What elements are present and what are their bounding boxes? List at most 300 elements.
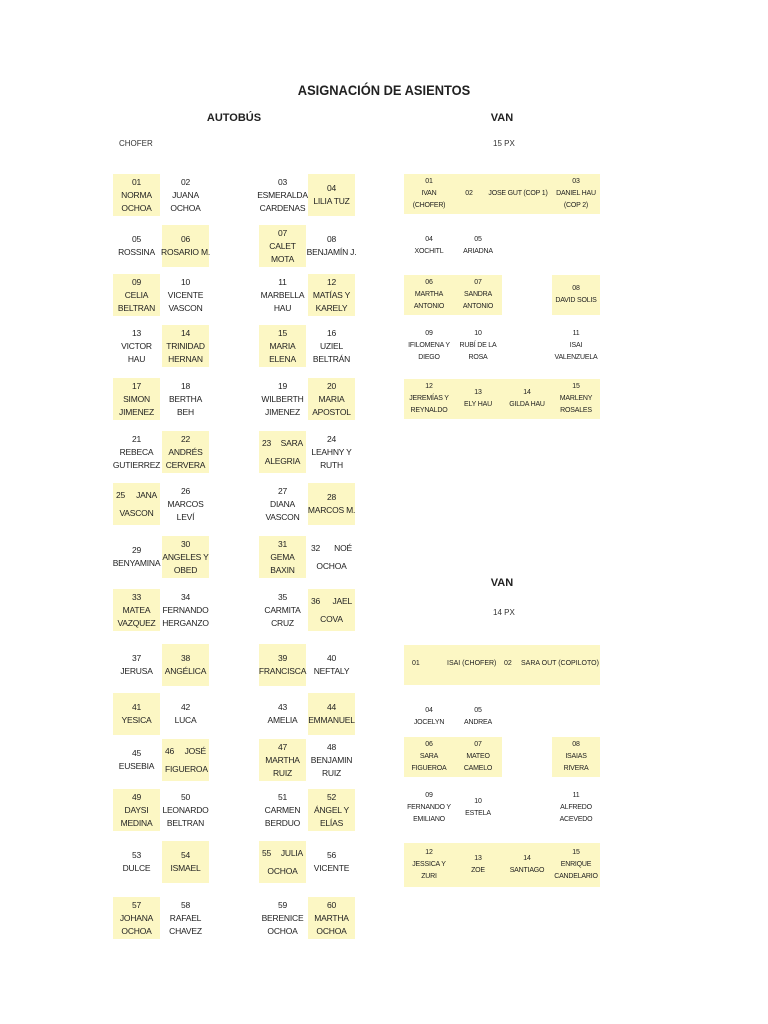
bus-seat-passenger: BEH [177, 406, 194, 417]
van-seat-passenger: SARA [419, 753, 439, 760]
bus-seat-passenger: UZIEL [319, 340, 344, 351]
bus-seat-passenger: RUIZ [272, 767, 293, 778]
van-seat-passenger: ROSA [468, 354, 488, 361]
bus-seat-line: JAEL [332, 596, 352, 606]
bus-seat-passenger: OBED [173, 564, 198, 575]
van-seat-passenger: SANDRA [464, 291, 492, 298]
bus-seat-22 [162, 431, 209, 473]
bus-seat-passenger: MATÍAS Y [312, 289, 351, 300]
bus-seat-passenger: MATEA [122, 604, 151, 615]
bus-seat-25 [113, 483, 160, 525]
bus-seat-32 [308, 536, 355, 578]
van-seat-passenger: FERNANDO Y [407, 804, 451, 811]
bus-seat-line: SARA [280, 438, 303, 448]
van1-seat-15 [552, 379, 600, 419]
van-seat-number: 14 [523, 855, 531, 862]
van-seat-passenger: ROSALES [560, 407, 592, 414]
bus-seat-55 [259, 841, 306, 883]
van-seat-passenger: MATEO [466, 753, 490, 760]
van2-seat-12 [404, 843, 454, 887]
bus-seat-line: JULIA [280, 848, 303, 858]
bus-seat-45 [113, 739, 160, 781]
van-seat-number: 15 [572, 383, 580, 390]
bus-seat-44 [308, 693, 355, 735]
bus-seat-passenger: JIMENEZ [265, 406, 300, 417]
bus-seat-13 [113, 325, 160, 367]
van-seat-passenger: ZURI [421, 873, 437, 880]
bus-seat-passenger: DULCE [122, 863, 151, 873]
bus-seat-43 [259, 693, 306, 735]
van-seat-number: 12 [425, 849, 433, 856]
bus-seat-number: 27 [277, 485, 288, 496]
bus-seat-passenger: TRINIDAD [166, 340, 205, 351]
bus-seat-39 [259, 644, 306, 686]
bus-seat-passenger: OCHOA [316, 925, 347, 936]
van-seat-number: 10 [474, 330, 482, 337]
van-seat-number: 08 [572, 741, 580, 748]
bus-seat-passenger: OCHOA [121, 925, 152, 936]
bus-seat-passenger: APOSTOL [312, 406, 351, 417]
van-seat-passenger: CANDELARIO [554, 873, 598, 880]
bus-seat-number: 29 [131, 545, 142, 555]
van-seat-passenger: ZOE [471, 867, 485, 874]
bus-seat-passenger: ANDRÉS [168, 446, 203, 457]
bus-seat-line: JANA [136, 490, 157, 500]
van-seat-number: 05 [474, 236, 482, 243]
bus-seat-line: NOÉ [334, 543, 352, 553]
van-seat-number: 05 [474, 707, 482, 714]
bus-seat-40 [308, 644, 355, 686]
bus-seat-number: 49 [131, 791, 142, 802]
bus-seat-number: 43 [277, 702, 288, 712]
van2-header: VAN [490, 577, 514, 589]
bus-seat-passenger: CRUZ [271, 617, 294, 628]
van-seat-number: 13 [474, 389, 482, 396]
van-seat-number: 01 [425, 178, 433, 185]
bus-seat-48 [308, 739, 355, 781]
van1-seat-07 [454, 275, 502, 315]
bus-seat-number: 42 [180, 702, 191, 712]
van2-seat-04 [404, 697, 454, 737]
bus-seat-number: 59 [277, 899, 288, 910]
van1-seat-08 [552, 275, 600, 315]
van-seat-number: 06 [425, 279, 433, 286]
van-seat-number: 09 [425, 792, 433, 799]
van2-seat-13 [454, 843, 502, 887]
van1-seat-06 [404, 275, 454, 315]
van1-seat-11 [552, 326, 600, 366]
bus-seat-passenger: LEAHNY Y [311, 446, 352, 457]
bus-seat-number: 03 [277, 176, 288, 187]
bus-seat-34 [162, 589, 209, 631]
bus-seat-24 [308, 431, 355, 473]
van-seat-passenger: (CHOFER) [412, 202, 446, 209]
bus-seat-passenger: HAU [127, 353, 146, 364]
van1-seat-12 [404, 379, 454, 419]
bus-seat-number: 56 [326, 850, 337, 860]
bus-seat-number: 16 [326, 327, 337, 338]
bus-seat-line: JOSÉ [184, 746, 206, 756]
bus-seat-number: 28 [326, 492, 337, 502]
van1-header: VAN [490, 112, 514, 124]
van-seat-number: 07 [474, 279, 482, 286]
bus-seat-05 [113, 225, 160, 267]
bus-seat-passenger: ÁNGEL Y [314, 804, 349, 815]
bus-seat-number: 08 [326, 234, 337, 244]
van2-seat-09 [404, 788, 454, 828]
bus-seat-passenger: MARIA [269, 340, 296, 351]
bus-seat-27 [259, 483, 306, 525]
bus-seat-15 [259, 325, 306, 367]
van-seat-number: 04 [425, 236, 433, 243]
bus-seat-passenger: VAZQUEZ [117, 617, 156, 628]
bus-seat-number: 11 [278, 276, 287, 287]
bus-seat-passenger: YESICA [121, 715, 152, 725]
bus-seat-passenger: BENJAMIN [310, 754, 353, 765]
bus-seat-passenger: CARMITA [264, 604, 301, 615]
van-seat-number: 15 [572, 849, 580, 856]
bus-seat-number: 01 [131, 176, 142, 187]
van-seat-passenger: (COP 2) [563, 202, 589, 209]
van1-seat-02 [454, 174, 484, 214]
van2-seat-02: 02 [504, 660, 512, 667]
bus-seat-number: 40 [326, 653, 337, 663]
bus-seat-17 [113, 378, 160, 420]
bus-seat-36 [308, 589, 355, 631]
bus-seat-19 [259, 378, 306, 420]
bus-seat-passenger: CERVERA [165, 459, 206, 470]
bus-seat-passenger: MARIA [318, 393, 345, 404]
bus-seat-passenger: ROSSINA [118, 247, 155, 257]
bus-header: AUTOBÚS [206, 112, 262, 124]
bus-seat-passenger: MOTA [270, 253, 295, 264]
bus-seat-60 [308, 897, 355, 939]
bus-seat-passenger: RUTH [320, 459, 343, 470]
bus-seat-58 [162, 897, 209, 939]
van-seat-passenger: ALFREDO [560, 804, 592, 811]
bus-seat-passenger: VICTOR [121, 340, 152, 351]
van2-seat-06 [404, 737, 454, 777]
van2-seat-07 [454, 737, 502, 777]
bus-seat-21 [113, 431, 160, 473]
bus-seat-number: 54 [180, 850, 191, 860]
bus-seat-passenger: FRANCISCA [258, 666, 307, 676]
van2-seat-08 [552, 737, 600, 777]
bus-seat-passenger: DIANA [270, 498, 295, 509]
bus-seat-number: 38 [180, 653, 191, 663]
bus-seat-passenger: NEFTALY [313, 666, 350, 676]
bus-seat-number: 21 [131, 433, 142, 444]
van-seat-number: 03 [572, 178, 580, 185]
van-seat-number: 10 [474, 798, 482, 805]
van2-seat-15 [552, 843, 600, 887]
bus-seat-number: 37 [131, 653, 142, 663]
van-seat-number: 12 [425, 383, 433, 390]
bus-seat-01 [113, 174, 160, 216]
bus-seat-46 [162, 739, 209, 781]
van-seat-number: 04 [425, 707, 433, 714]
bus-seat-number: 41 [131, 702, 142, 712]
van-seat-passenger: IVAN [421, 190, 437, 197]
bus-seat-passenger: FERNANDO [162, 604, 209, 615]
bus-seat-number: 14 [180, 327, 191, 338]
bus-seat-number: 51 [277, 791, 288, 802]
van1-seat-03 [552, 174, 600, 214]
bus-seat-passenger: MARCOS [167, 498, 204, 509]
van-seat-passenger: VALENZUELA [554, 354, 598, 361]
van-seat-passenger: JOCELYN [413, 719, 445, 726]
van-seat-passenger: CAMELO [463, 765, 493, 772]
bus-seat-54 [162, 841, 209, 883]
van-seat-number: 08 [572, 285, 580, 292]
bus-seat-passenger: OCHOA [121, 202, 152, 213]
van-seat-number: 07 [474, 741, 482, 748]
bus-seat-03 [259, 174, 306, 216]
bus-seat-passenger: LEONARDO [162, 804, 209, 815]
bus-seat-passenger: BERENICE [261, 912, 304, 923]
van-seat-number: 11 [572, 330, 580, 337]
bus-seat-passenger: BELTRAN [166, 817, 205, 828]
bus-seat-passenger: GUTIERREZ [112, 459, 161, 470]
van-seat-passenger: ISAIAS [565, 753, 587, 760]
bus-seat-12 [308, 274, 355, 316]
van-seat-passenger: GILDA HAU [509, 401, 545, 408]
bus-seat-number: 50 [180, 791, 191, 802]
bus-seat-number: 07 [277, 227, 288, 238]
bus-seat-passenger: KARELY [315, 302, 348, 313]
van2-driver: ISAI (CHOFER) [447, 660, 497, 667]
van-seat-passenger: EMILIANO [413, 816, 445, 823]
bus-seat-41 [113, 693, 160, 735]
bus-seat-passenger: NORMA [121, 189, 152, 200]
bus-seat-passenger: JIMENEZ [119, 406, 154, 417]
bus-seat-number: 12 [326, 276, 337, 287]
bus-seat-04 [308, 174, 355, 216]
van-seat-passenger: IFILOMENA Y [408, 342, 450, 349]
bus-seat-number: 39 [277, 653, 288, 663]
bus-seat-passenger: LEVÍ [176, 511, 195, 522]
bus-seat-10 [162, 274, 209, 316]
bus-seat-49 [113, 789, 160, 831]
bus-seat-number: 13 [131, 327, 142, 338]
bus-seat-passenger: BENJAMÍN J. [306, 247, 357, 257]
bus-seat-number: 48 [326, 741, 337, 752]
bus-seat-06 [162, 225, 209, 267]
bus-seat-passenger: ELÍAS [319, 817, 344, 828]
van-seat-passenger: ELY HAU [464, 401, 492, 408]
bus-seat-passenger: WILBERTH [261, 393, 304, 404]
bus-seat-line: VASCON [119, 508, 154, 518]
van2-copilot: SARA OUT (COPILOTO) [521, 660, 599, 667]
bus-seat-passenger: CHAVEZ [169, 925, 202, 936]
bus-seat-number: 57 [131, 899, 142, 910]
van1-seat-cop1 [484, 174, 552, 214]
bus-seat-passenger: OCHOA [170, 202, 201, 213]
bus-seat-passenger: MARCOS M. [307, 505, 356, 515]
bus-seat-line: OCHOA [267, 866, 298, 876]
bus-seat-line: 25 [116, 490, 126, 500]
bus-seat-07 [259, 225, 306, 267]
bus-seat-56 [308, 841, 355, 883]
bus-seat-28 [308, 483, 355, 525]
bus-seat-passenger: ELENA [269, 353, 296, 364]
bus-seat-passenger: EUSEBIA [118, 761, 155, 771]
van-seat-number: 13 [474, 855, 482, 862]
bus-seat-passenger: REBECA [119, 446, 154, 457]
van-seat-passenger: DANIEL HAU [556, 190, 596, 197]
bus-seat-number: 20 [326, 380, 337, 391]
bus-seat-number: 45 [131, 748, 142, 758]
bus-seat-29 [113, 536, 160, 578]
bus-seat-52 [308, 789, 355, 831]
bus-seat-line: 55 [262, 848, 272, 858]
van-seat-passenger: FIGUEROA [411, 765, 447, 772]
bus-seat-line: 46 [165, 746, 175, 756]
bus-seat-30 [162, 536, 209, 578]
bus-seat-number: 30 [180, 538, 191, 549]
bus-seat-passenger: SIMON [123, 393, 150, 404]
bus-seat-passenger: HAU [273, 302, 292, 313]
bus-seat-number: 10 [180, 276, 191, 287]
bus-seat-59 [259, 897, 306, 939]
bus-seat-38 [162, 644, 209, 686]
bus-seat-passenger: CELIA [124, 289, 149, 300]
bus-seat-line: 32 [311, 543, 321, 553]
page-title: ASIGNACIÓN DE ASIENTOS [297, 82, 471, 98]
bus-seat-number: 33 [131, 591, 142, 602]
bus-seat-37 [113, 644, 160, 686]
van-seat-passenger: ESTELA [465, 810, 491, 817]
bus-seat-26 [162, 483, 209, 525]
van-seat-passenger: REYNALDO [410, 407, 448, 414]
bus-seat-50 [162, 789, 209, 831]
bus-seat-line: COVA [320, 614, 343, 624]
van-seat-passenger: RIVERA [563, 765, 589, 772]
bus-seat-passenger: VICENTE [313, 863, 350, 873]
bus-seat-53 [113, 841, 160, 883]
bus-seat-number: 05 [131, 234, 142, 244]
van-seat-passenger: MARTHA [414, 291, 444, 298]
bus-seat-passenger: MARBELLA [260, 289, 305, 300]
bus-seat-number: 53 [131, 850, 142, 860]
van-seat-number: 06 [425, 741, 433, 748]
bus-seat-passenger: ESMERALDA [257, 189, 308, 200]
van2-capacity: 14 PX [493, 608, 515, 617]
van2-seat-14 [502, 843, 552, 887]
bus-seat-passenger: ISMAEL [170, 863, 201, 873]
bus-seat-number: 02 [180, 176, 191, 187]
van-seat-number: 14 [523, 389, 531, 396]
bus-seat-23 [259, 431, 306, 473]
bus-seat-number: 47 [277, 741, 288, 752]
bus-seat-18 [162, 378, 209, 420]
bus-seat-08 [308, 225, 355, 267]
bus-seat-09 [113, 274, 160, 316]
bus-seat-passenger: BAXIN [270, 564, 295, 575]
bus-seat-line: 36 [311, 596, 321, 606]
bus-seat-number: 19 [277, 380, 288, 391]
bus-seat-passenger: RUIZ [321, 767, 342, 778]
bus-seat-20 [308, 378, 355, 420]
van-seat-passenger: JESSICA Y [412, 861, 446, 868]
bus-seat-passenger: JOHANA [119, 912, 154, 923]
van-seat-passenger: ACEVEDO [559, 816, 593, 823]
bus-seat-number: 06 [180, 234, 191, 244]
bus-seat-line: FIGUEROA [165, 764, 208, 774]
bus-seat-passenger: BELTRÁN [312, 353, 351, 364]
bus-seat-number: 34 [180, 591, 191, 602]
bus-seat-passenger: VASCON [265, 511, 300, 522]
bus-seat-47 [259, 739, 306, 781]
bus-seat-passenger: EMMANUEL [308, 715, 355, 725]
van1-seat-14 [502, 379, 552, 419]
van-seat-passenger: MARLENY [559, 395, 593, 402]
bus-seat-number: 44 [326, 702, 337, 712]
bus-seat-passenger: BENYAMINA [112, 558, 161, 568]
van1-capacity: 15 PX [493, 139, 515, 148]
bus-seat-passenger: AMELIA [267, 715, 298, 725]
van-seat-passenger: ANDREA [464, 719, 492, 726]
bus-seat-passenger: ANGELES Y [162, 551, 209, 562]
bus-seat-passenger: VASCON [168, 302, 203, 313]
bus-seat-number: 58 [180, 899, 191, 910]
van-seat-passenger: ARIADNA [463, 248, 493, 255]
van-seat-number: 11 [572, 792, 580, 799]
bus-seat-passenger: JERUSA [120, 666, 153, 676]
bus-seat-passenger: RAFAEL [169, 912, 202, 923]
bus-seat-number: 60 [326, 899, 337, 910]
bus-seat-passenger: HERGANZO [162, 617, 209, 628]
van-seat-passenger: ENRIQUE [560, 861, 592, 868]
bus-seat-number: 09 [131, 276, 142, 287]
bus-seat-passenger: CARDENAS [259, 202, 306, 213]
van2-front-row [404, 645, 600, 685]
bus-seat-number: 15 [277, 327, 288, 338]
bus-seat-number: 35 [277, 591, 288, 602]
van-seat-passenger: 02 [465, 190, 473, 197]
bus-seat-passenger: ANGÉLICA [164, 666, 207, 676]
van1-seat-04 [404, 226, 454, 266]
bus-seat-33 [113, 589, 160, 631]
bus-seat-35 [259, 589, 306, 631]
bus-seat-42 [162, 693, 209, 735]
van-seat-passenger: ANTONIO [413, 303, 445, 310]
bus-seat-passenger: BERTHA [168, 393, 203, 404]
bus-seat-passenger: MARTHA [314, 912, 349, 923]
van-seat-passenger: JOSE GUT (COP 1) [488, 190, 548, 197]
van1-seat-01 [404, 174, 454, 214]
van-seat-passenger: DIEGO [418, 354, 440, 361]
van-seat-passenger: XOCHITL [414, 248, 444, 255]
van-seat-passenger: ANTONIO [462, 303, 494, 310]
bus-seat-02 [162, 174, 209, 216]
van2-seat-11 [552, 788, 600, 828]
bus-seat-number: 17 [131, 380, 142, 391]
bus-seat-number: 24 [326, 433, 337, 444]
bus-seat-number: 04 [326, 183, 337, 193]
van-seat-passenger: ISAI [569, 342, 583, 349]
bus-seat-passenger: OCHOA [267, 925, 298, 936]
driver-label: CHOFER [119, 139, 153, 148]
bus-seat-line: 23 [262, 438, 272, 448]
bus-seat-number: 26 [180, 485, 191, 496]
bus-seat-passenger: GEMA [270, 551, 295, 562]
van-seat-passenger: SANTIAGO [509, 867, 545, 874]
bus-seat-passenger: ROSARIO M. [161, 247, 211, 257]
bus-seat-passenger: CALET [269, 240, 296, 251]
bus-seat-passenger: DAYSI [124, 804, 149, 815]
bus-seat-passenger: LILIA TUZ [313, 196, 350, 206]
